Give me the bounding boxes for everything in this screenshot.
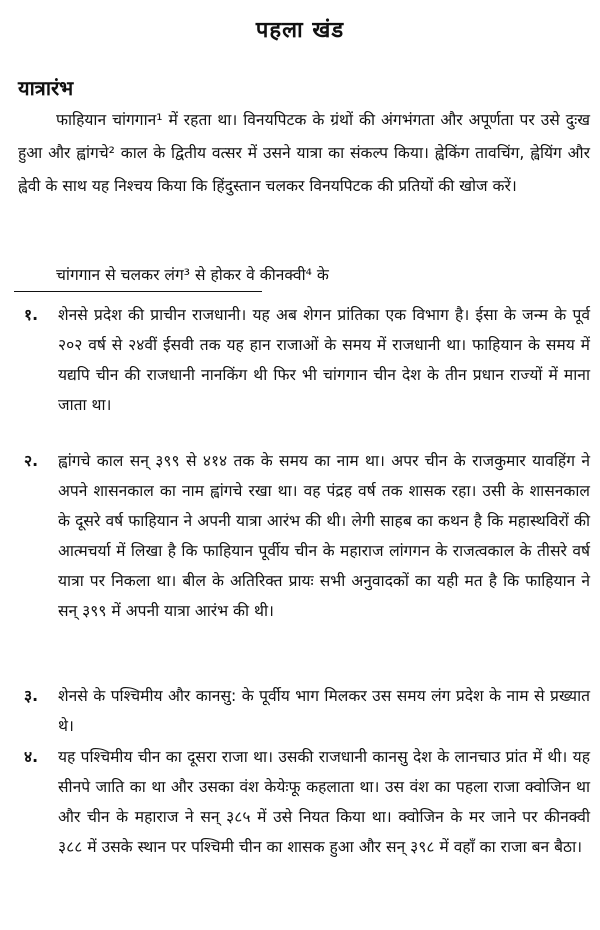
- section-heading: यात्रारंभ: [18, 76, 74, 100]
- footnote-text: यह पश्चिमीय चीन का दूसरा राजा था। उसकी राजधानी कानसु देश के लानचाउ प्रांत में थी। यह सीनपे जाति का था और उसका वंश केयेःफू कहलाता था। उस वंश का पहला राजा क्वोजिन था और चीन के महाराज ने सन् ३८५ में उसे नियत किया था। क्वोजिन के मर जाने पर कीनक्वी ३८८ में उसके स्थान पर पश्चिमी चीन का शासक हुआ और सन् ३९८ में वहाँ का राजा बन बैठा।: [58, 748, 590, 856]
- footnote-4: [24, 742, 590, 862]
- footnote-1: [24, 300, 590, 420]
- footnote-divider: [14, 291, 262, 292]
- continuation-line: चांगगान से चलकर लंग³ से होकर वे कीनक्वी⁴ के: [56, 266, 329, 284]
- footnote-text: शेनसे के पश्चिमीय और कानसु: के पूर्वीय भाग मिलकर उस समय लंग प्रदेश के नाम से प्रख्यात थे।: [58, 687, 590, 735]
- main-paragraph: फाहियान चांगगान¹ में रहता था। विनयपिटक के ग्रंथों की अंगभंगता और अपूर्णता पर उसे दुःख हुआ और ह्वांगचे² काल के द्वितीय वत्सर में उसने यात्रा का संकल्प किया। ह्वेकिंग तावचिंग, ह्वेयिंग और ह्वेवी के साथ यह निश्चय किया कि हिंदुस्तान चलकर विनयपिटक की प्रतियों की खोज करें।: [18, 111, 590, 195]
- footnote-number: १.: [24, 306, 39, 324]
- footnote-number: ४.: [24, 748, 39, 766]
- footnote-3: [24, 681, 590, 741]
- footnote-2: [24, 446, 590, 626]
- footnote-number: २.: [24, 452, 39, 470]
- footnote-number: ३.: [24, 687, 39, 705]
- chapter-title: पहला खंड: [255, 18, 345, 43]
- footnote-text: ह्वांगचे काल सन् ३९९ से ४१४ तक के समय का नाम था। अपर चीन के राजकुमार यावहिंग ने अपने शासनकाल का नाम ह्वांगचे रखा था। वह पंद्रह वर्ष तक शासक रहा। उसी के शासनकाल के दूसरे वर्ष फाहियान ने अपनी यात्रा आरंभ की थी। लेगी साहब का कथन है कि महास्थविरों की आत्मचर्या में लिखा है कि फाहियान पूर्वीय चीन के महाराज लांगगन के राजत्वकाल के तीसरे वर्ष यात्रा पर निकला था। बील के अतिरिक्त प्रायः सभी अनुवादकों का यही मत है कि फाहियान ने सन् ३९९ में अपनी यात्रा आरंभ की थी।: [58, 452, 590, 620]
- footnote-text: शेनसे प्रदेश की प्राचीन राजधानी। यह अब शेगन प्रांतिका एक विभाग है। ईसा के जन्म के पूर्व २०२ वर्ष से २४वीं ईसवी तक यह हान राजाओं के समय में राजधानी था। फाहियान के समय में यद्यपि चीन की राजधानी नानकिंग थी फिर भी चांगगान चीन देश के तीन प्रधान राज्यों में माना जाता था।: [58, 306, 590, 414]
